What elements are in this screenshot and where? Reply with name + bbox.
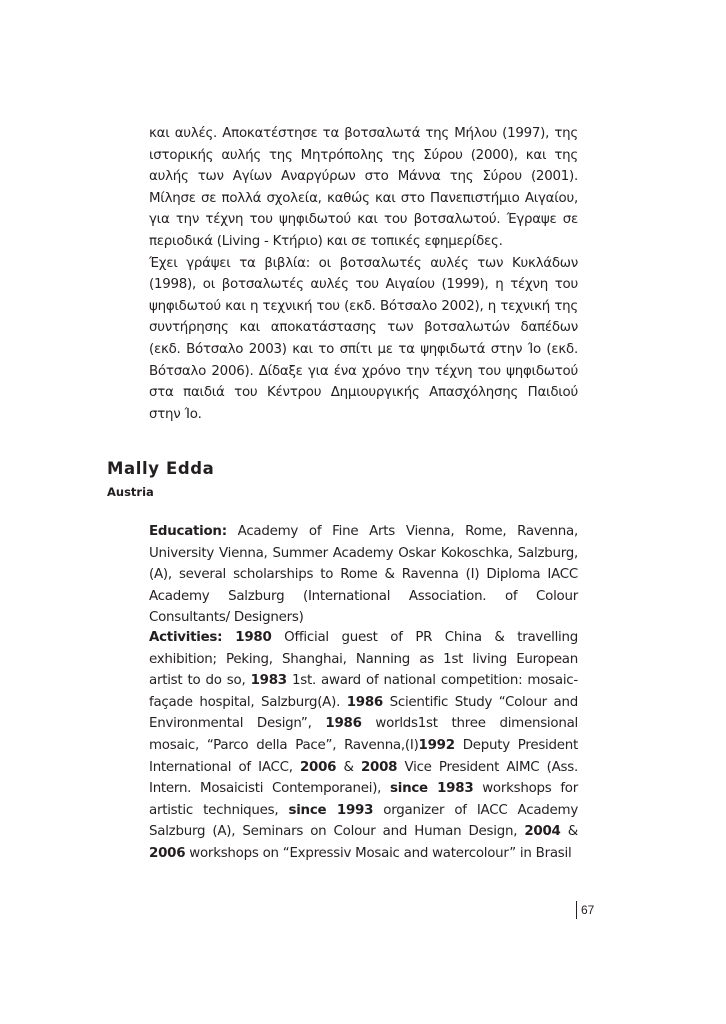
activity-text: 1st. award of national competition: mosaic-façade hospital, Salzburg(A).: [149, 673, 578, 710]
activity-text: workshops on “Expressiv Mosaic and watercolour” in Brasil: [185, 845, 572, 861]
activity-year: since 1993: [288, 802, 374, 818]
activity-year: since 1983: [390, 781, 474, 797]
education-label: Education:: [149, 524, 227, 539]
activity-year: 1983: [250, 673, 287, 689]
activity-text: organizer of IACC Academy Salzburg (A), Seminars on Colour and Human Design,: [149, 802, 578, 840]
artist-country: Austria: [107, 485, 154, 499]
activity-text: Vice President AIMC (Ass. Intern. Mosaicisti Contemporanei),: [149, 759, 578, 797]
activity-year: 2004: [524, 824, 561, 840]
education-text: Academy of Fine Arts Vienna, Rome, Ravenna, University Vienna, Summer Academy Oskar Kokoschka, Salzburg, (A), several scholarships to Rome & Ravenna (I) Diploma IACC Academy Salzburg (International Association. of Colour Consultants/ Designers): [149, 524, 578, 626]
activity-year: 1980: [222, 630, 272, 645]
activity-text: workshops for artistic techniques,: [149, 781, 579, 818]
education-section: [149, 521, 578, 629]
activity-text: &: [336, 759, 361, 775]
activities-label: Activities:: [149, 630, 223, 645]
activity-year: 2006: [299, 759, 337, 775]
greek-bio-paragraph-2: Έχει γράψει τα βιβλία: οι βοτσαλωτές αυλές των Κυκλάδων (1998), οι βοτσαλωτές αυλές του Αιγαίου (1999), η τέχνη του ψηφιδωτού και η τεχνική του (εκδ. Βότσαλο 2002), η τεχνική της συντήρησης και αποκατάστασης των βοτσαλωτών δαπέδων (εκδ. Βότσαλο 2003) και το σπίτι με τα ψηφιδωτά στην Ίο (εκδ. Βότσαλο 2006). Δίδαξε για ένα χρόνο την τέχνη του ψηφιδωτού στα παιδιά του Κέντρου Δημιουργικής Απασχόλησης Παιδιού στην Ίο.: [149, 255, 578, 422]
activity-year: 2008: [360, 759, 398, 775]
greek-bio-paragraph-1: και αυλές. Αποκατέστησε τα βοτσαλωτά της Μήλου (1997), της ιστορικής αυλής της Μητρόπολης της Σύρου (2000), και της αυλής των Αγίων Αναργύρων στο Μάννα της Σύρου (2001). Μίλησε σε πολλά σχολεία, καθώς και στο Πανεπιστήμιο Αιγαίου, για την τέχνη του ψηφιδωτού και του βοτσαλωτού. Έγραψε σε περιοδικά (Living - Κτήριο) και σε τοπικές εφημερίδες.: [149, 126, 578, 249]
activity-year: 1986: [346, 694, 383, 710]
activity-text: Deputy President International of IACC,: [149, 737, 578, 775]
activities-section: [149, 627, 578, 865]
greek-biography: [149, 123, 578, 425]
artist-name: Mally Edda: [107, 459, 215, 478]
education-paragraph: [149, 521, 578, 629]
activity-text: &: [560, 824, 578, 840]
activity-text: worlds1st three dimensional mosaic, “Parco della Pace”, Ravenna,(I): [149, 716, 578, 753]
activity-year: 2006: [149, 845, 186, 861]
activity-year: 1992: [418, 737, 455, 753]
activity-year: 1986: [325, 716, 362, 732]
page-number: 67: [576, 901, 594, 919]
activity-text: Official guest of PR China & travelling exhibition; Peking, Shanghai, Nanning as 1st living European artist to do so,: [149, 630, 578, 689]
activities-paragraph: [149, 627, 578, 865]
activity-text: Scientific Study “Colour and Environmental Design”,: [149, 694, 578, 732]
